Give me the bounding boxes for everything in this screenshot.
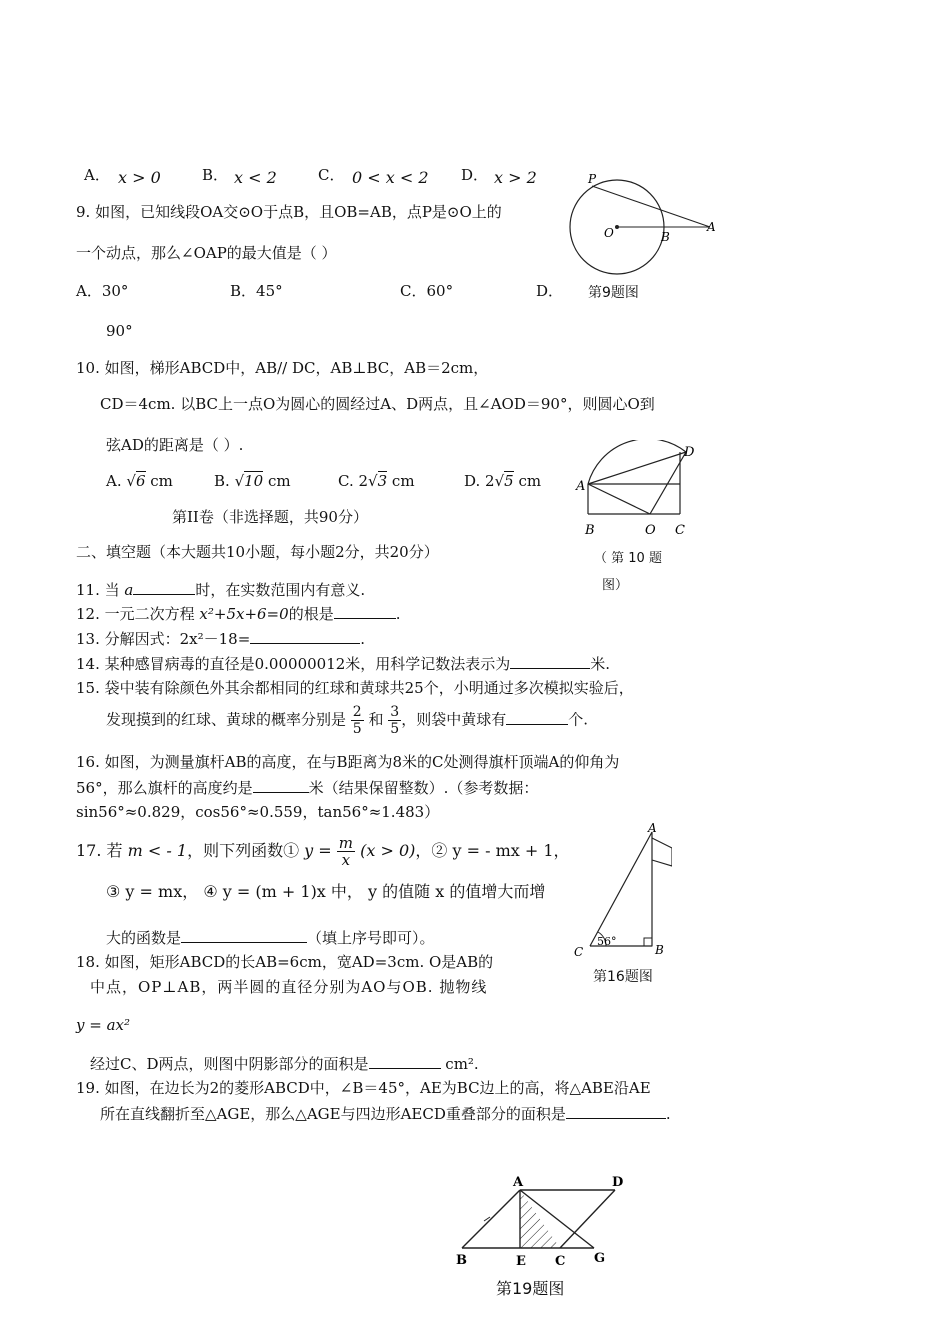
q8-option-a — [84, 166, 110, 184]
q9-label-b: B — [661, 230, 670, 244]
q19-label-e: E — [516, 1254, 526, 1269]
q10-c-label: C. 2 — [338, 472, 369, 490]
q17-f1-den: x — [341, 851, 351, 869]
q17-f1-num: m — [338, 834, 354, 852]
q17-f1-lhs: y = — [304, 841, 332, 860]
q10-line-3: 弦AD的距离是（ ）. — [106, 436, 244, 454]
q10-c-unit: cm — [391, 472, 415, 490]
q10-option-b — [214, 472, 291, 490]
q19-side-cd — [560, 1190, 615, 1248]
q17-line-3 — [106, 928, 435, 947]
q10-d-radicand: 5 — [504, 472, 514, 490]
q16-blank[interactable] — [253, 778, 309, 793]
q10-d-radical: √5 — [494, 472, 514, 490]
q14-end: 米. — [590, 655, 611, 673]
q12-blank[interactable] — [334, 604, 396, 619]
q15-line-2 — [106, 704, 588, 737]
q9-option-d-value: 90° — [106, 322, 133, 340]
q17-tail: y 的值随 x 的值增大而增 — [368, 882, 546, 901]
q10-label-a: A — [576, 479, 586, 494]
q19-label-d: D — [612, 1175, 624, 1190]
q8-c-expr: 0 < x < 2 — [352, 168, 429, 187]
q16-line-2-pre: 56°，那么旗杆的高度约是 — [76, 779, 253, 797]
q12-pre: 12. 一元二次方程 — [76, 605, 195, 623]
q16-sightline — [590, 832, 652, 946]
q16-right-angle — [644, 938, 652, 946]
q15-frac1-num: 2 — [352, 704, 362, 720]
q17-line-1 — [76, 835, 570, 868]
q16-line-2 — [76, 778, 538, 797]
q8-b-label: B． — [202, 166, 229, 184]
part-2-title: 第II卷（非选择题，共90分） — [172, 508, 368, 526]
q14-pre: 14. 某种感冒病毒的直径是0.00000012米，用科学记数法表示为 — [76, 655, 511, 673]
q10-d-label: D. 2 — [464, 472, 495, 490]
q16-line-3: sin56°≈0.829，cos56°≈0.559，tan56°≈1.483） — [76, 803, 440, 821]
q19-label-g: G — [594, 1251, 606, 1266]
q19-label-a: A — [513, 1175, 524, 1190]
q13 — [76, 629, 365, 648]
q10-b-radicand: 10 — [244, 472, 264, 490]
q10-a-unit: cm — [150, 472, 173, 490]
q16-flag — [652, 838, 672, 866]
q11-post: 时，在实数范围内有意义. — [195, 581, 366, 599]
q10-figure — [572, 440, 702, 540]
q18-line-4-pre: 经过C、D两点，则图中阴影部分的面积是 — [90, 1055, 369, 1073]
q15-line-2-pre: 发现摸到的红球、黄球的概率分别是 — [106, 710, 347, 729]
q17-condition: m < - 1 — [127, 841, 188, 860]
q10-line-1: 10. 如图，梯形ABCD中，AB// DC，AB⊥BC，AB＝2cm， — [76, 359, 489, 377]
q16-figure — [572, 822, 672, 962]
q18-blank[interactable] — [369, 1054, 441, 1069]
q10-a-radicand: 6 — [135, 472, 146, 490]
q12-post: 的根是 — [288, 605, 334, 623]
q8-a-label: A． — [84, 166, 110, 184]
q15-frac1-den: 5 — [352, 721, 362, 737]
q10-option-c — [338, 472, 415, 490]
q16-label-a: A — [648, 822, 657, 835]
q8-b-expr: x < 2 — [234, 168, 277, 187]
q9-line-2: 一个动点，那么∠OAP的最大值是（ ） — [76, 244, 337, 262]
q9-option-c: C．60° — [400, 282, 454, 300]
q10-c-radical: √3 — [368, 472, 388, 490]
q19-blank[interactable] — [566, 1104, 666, 1119]
q15-fraction-red — [351, 704, 364, 737]
q10-chord-ad — [588, 452, 686, 484]
q10-radius-oa — [588, 484, 650, 514]
q16-angle-label: 56° — [597, 935, 617, 948]
q13-end: . — [360, 630, 366, 648]
q9-option-b: B．45° — [230, 282, 283, 300]
q18-line-1: 18. 如图，矩形ABCD的长AB=6cm，宽AD=3cm. O是AB的 — [76, 953, 494, 971]
q10-d-unit: cm — [518, 472, 542, 490]
q19-shaded-overlap — [520, 1190, 560, 1248]
q13-blank[interactable] — [250, 629, 360, 644]
q8-c-label: C． — [318, 166, 345, 184]
q17-line-2 — [106, 882, 545, 901]
q15-line-1: 15. 袋中装有除颜色外其余都相同的红球和黄球共25个，小明通过多次模拟实验后， — [76, 679, 634, 697]
q9-label-o: O — [604, 226, 614, 240]
q9-label-a: A — [707, 220, 716, 234]
q15-blank[interactable] — [506, 710, 568, 725]
q8-d-label: D． — [461, 166, 489, 184]
q11-pre: 11. 当 — [76, 581, 120, 599]
q11-blank[interactable] — [133, 580, 195, 595]
q19-end: . — [665, 1105, 671, 1123]
q16-line-2-post: 米（结果保留整数）.（参考数据： — [308, 779, 539, 797]
q8-a-expr: x > 0 — [118, 168, 161, 187]
q16-line-1: 16. 如图，为测量旗杆AB的高度，在与B距离为8米的C处测得旗杆顶端A的仰角为 — [76, 753, 620, 771]
q19-side-ab — [462, 1190, 520, 1248]
q10-a-radical: √6 — [126, 472, 146, 490]
q10-option-d — [464, 472, 541, 490]
q11 — [76, 580, 365, 599]
q9-option-d: D． — [536, 282, 564, 300]
q17-f3: ③ y = mx， — [106, 882, 199, 901]
q16-label-b: B — [655, 943, 664, 957]
q10-option-a — [106, 472, 173, 490]
q9-option-a: A．30° — [76, 282, 129, 300]
q18-line-2: 中点，OP⊥AB，两半圆的直径分别为AO与OB. 抛物线 — [90, 978, 488, 996]
q10-a-label: A. — [106, 472, 122, 490]
q15-frac2-num: 3 — [390, 704, 400, 720]
q10-label-c: C — [675, 523, 685, 538]
q16-label-c: C — [574, 945, 584, 959]
q19-label-c: C — [555, 1254, 566, 1269]
q18-equation: y = ax² — [76, 1016, 130, 1034]
q19-line-2 — [100, 1104, 671, 1123]
q19-figure-caption: 第19题图 — [496, 1279, 565, 1298]
q10-label-o: O — [645, 523, 656, 538]
q19-label-b: B — [456, 1253, 467, 1268]
q14 — [76, 654, 610, 673]
q9-figure-caption: 第9题图 — [588, 285, 639, 301]
q9-segment-pa — [592, 186, 710, 227]
q10-b-label: B. — [214, 472, 230, 490]
q8-d-expr: x > 2 — [494, 168, 537, 187]
q10-c-radicand: 3 — [377, 472, 388, 490]
q10-label-b: B — [585, 523, 595, 538]
q9-center-dot — [615, 225, 619, 229]
q10-b-unit: cm — [268, 472, 291, 490]
q15-and: 和 — [368, 710, 384, 729]
q15-frac2-den: 5 — [390, 721, 400, 737]
q19-line-2-text: 所在直线翻折至△AGE，那么△AGE与四边形AECD重叠部分的面积是 — [100, 1105, 566, 1123]
q19-figure — [450, 1170, 650, 1270]
q9-label-p: P — [588, 172, 597, 186]
q10-label-d: D — [684, 445, 695, 460]
q13-pre: 13. 分解因式：2x²－18= — [76, 630, 251, 648]
q17-f2: ，② y = - mx + 1， — [415, 841, 570, 860]
q15-end: 个. — [568, 710, 589, 729]
q19-line-1: 19. 如图，在边长为2的菱形ABCD中，∠B＝45°，AE为BC边上的高，将△ABE沿AE — [76, 1079, 651, 1097]
q10-figure-caption-line-1: （ 第 10 题 — [594, 551, 662, 566]
section-2-title: 二、填空题（本大题共10小题，每小题2分，共20分） — [76, 543, 439, 561]
q9-figure — [562, 168, 732, 288]
q17-line-3-post: （填上序号即可）。 — [307, 929, 435, 947]
q17-f1-domain: (x > 0) — [360, 841, 416, 860]
q17-f1-fraction — [337, 835, 355, 868]
q12 — [76, 604, 400, 623]
q17-blank[interactable] — [181, 928, 307, 943]
q10-figure-caption-line-2: 图） — [602, 578, 629, 593]
q17-line-3-pre: 大的函数是 — [106, 929, 182, 947]
q17-f4: ④ y = (m + 1)x 中， — [203, 882, 363, 901]
q16-figure-caption: 第16题图 — [593, 969, 653, 985]
q15-line-2-post: ，则袋中黄球有 — [401, 710, 507, 729]
q17-mid: ，则下列函数① — [187, 841, 300, 860]
q15-fraction-yellow — [388, 704, 401, 737]
q18-line-4 — [90, 1054, 479, 1073]
q17-pre: 17. 若 — [76, 841, 123, 860]
q10-line-2: CD＝4cm. 以BC上一点O为圆心的圆经过A、D两点，且∠AOD＝90°，则圆心O到 — [100, 395, 655, 413]
q14-blank[interactable] — [510, 654, 590, 669]
q10-b-radical: √10 — [234, 472, 264, 490]
q11-var: a — [124, 581, 134, 599]
q12-end: . — [395, 605, 401, 623]
q9-line-1: 9. 如图，已知线段OA交⊙O于点B，且OB=AB，点P是⊙O上的 — [76, 203, 502, 221]
q12-eq: x²+5x+6=0 — [199, 605, 289, 623]
q18-line-4-post: cm². — [445, 1055, 479, 1073]
